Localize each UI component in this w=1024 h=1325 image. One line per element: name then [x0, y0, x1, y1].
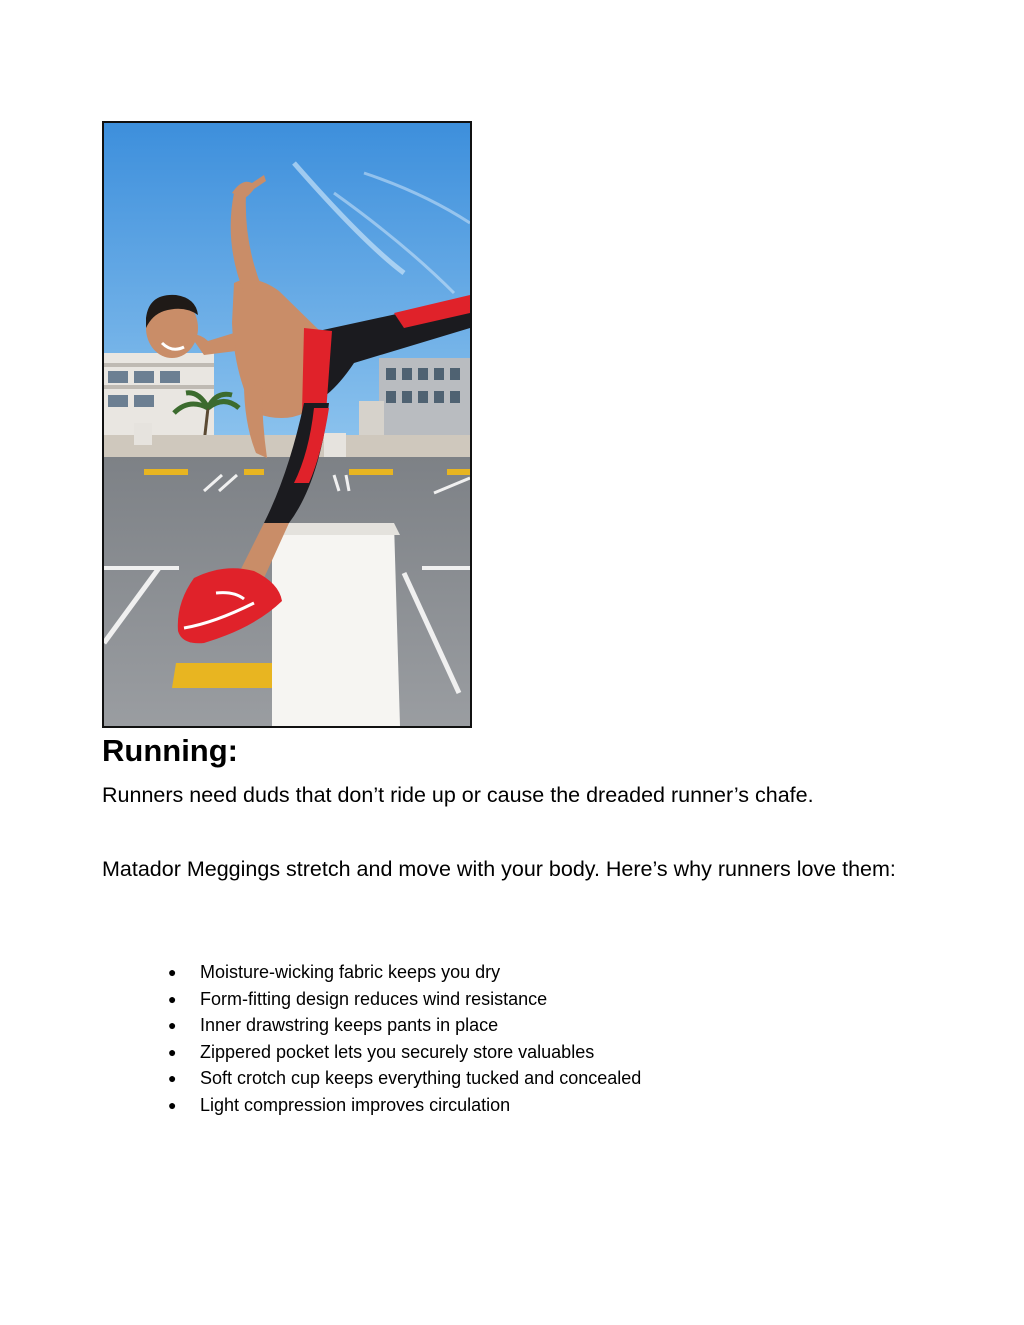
list-item-text: Zippered pocket lets you securely store valuables	[200, 1041, 595, 1062]
bullet-icon: ●	[168, 964, 177, 980]
bullet-icon: ●	[168, 1070, 177, 1087]
section-heading: Running:	[102, 733, 239, 768]
list-item-text: Soft crotch cup keeps everything tucked and concealed	[200, 1068, 642, 1089]
running-photo	[102, 121, 472, 728]
list-item-text: Moisture-wicking fabric keeps you dry	[200, 962, 501, 982]
bullet-icon: ●	[168, 990, 177, 1007]
list-item-text: Inner drawstring keeps pants in place	[200, 1015, 499, 1036]
bullet-icon: ●	[168, 1043, 177, 1060]
bullet-icon: ●	[168, 1096, 177, 1113]
body-paragraph: Matador Meggings stretch and move with your body. Here’s why runners love them:	[102, 857, 896, 881]
bullet-icon: ●	[168, 1017, 177, 1034]
running-photo-illustration	[104, 123, 470, 726]
list-item-text: Light compression improves circulation	[200, 1094, 511, 1115]
intro-paragraph: Runners need duds that don’t ride up or cause the dreaded runner’s chafe.	[102, 783, 814, 807]
list-item-text: Form-fitting design reduces wind resistance	[200, 988, 548, 1009]
